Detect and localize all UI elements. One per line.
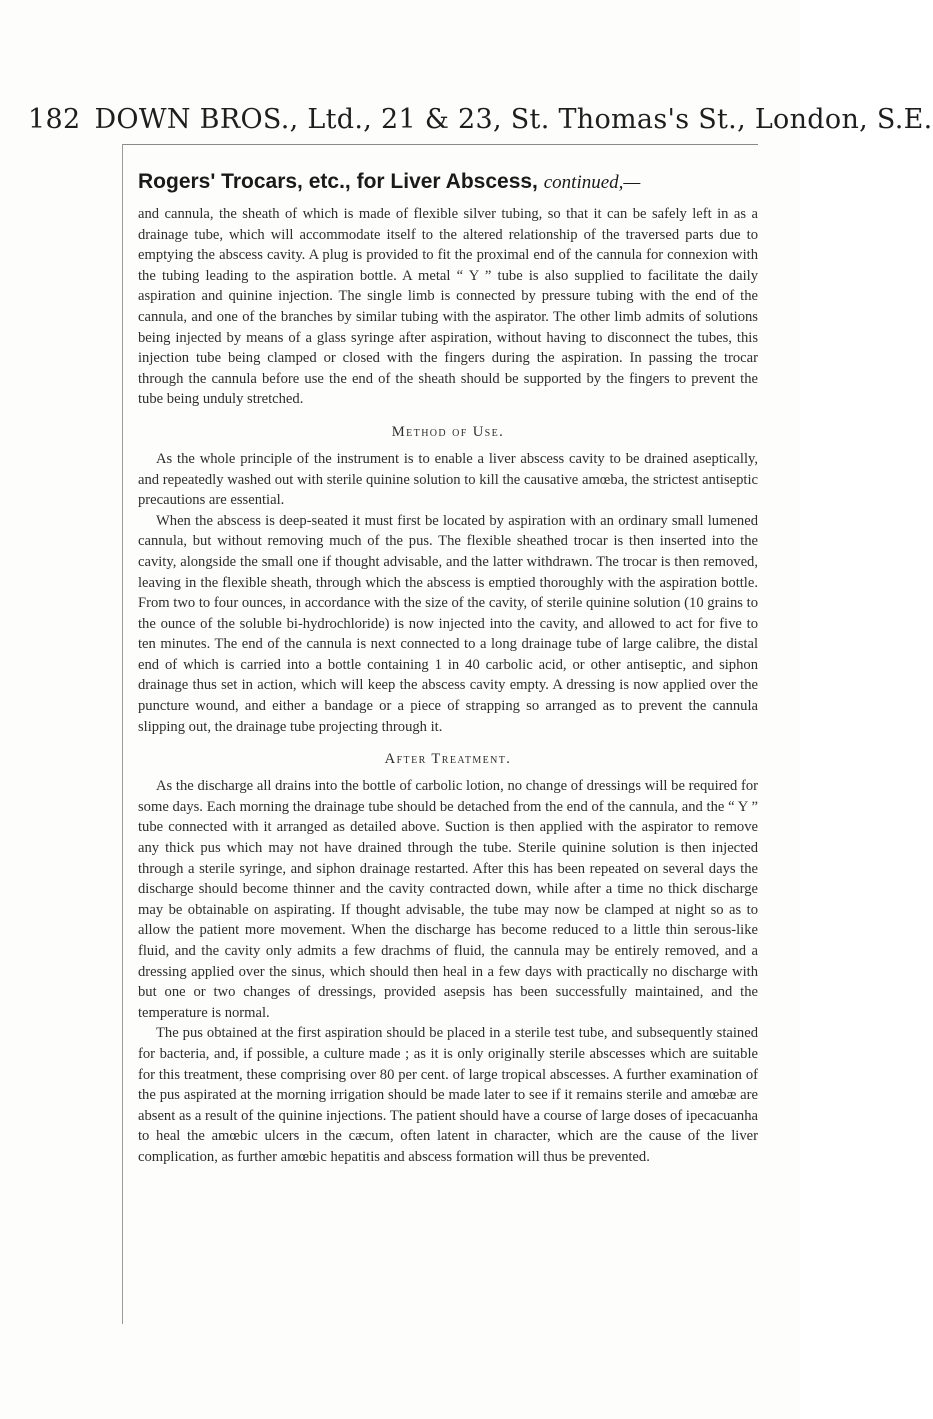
running-head (28, 104, 933, 135)
section-heading-after-treatment: After Treatment. (384, 751, 512, 768)
running-head-text: DOWN BROS., Ltd., 21 & 23, St. Thomas's St., London, S.E. (94, 104, 933, 135)
article-title (138, 170, 758, 194)
after-treatment-paragraph-1: As the discharge all drains into the bottle of carbolic lotion, no change of dressings will be required for some days. Each morning the drainage tube should be detached from the end of the cannula, and the “ Y ” tube connected with it arranged as detailed above. Suction is then applied with the aspirator to remove any thick pus which may not have drained through the tube. Sterile quinine solution is then injected through a sterile syringe, and siphon drainage restarted. After this has been repeated on several days the discharge should become thinner and the cavity contracted down, while after a time no thick discharge may be obtainable on aspirating. If thought advisable, the tube may now be clamped at night so as to allow the patient more movement. When the discharge has become reduced to a little thin serous-like fluid, and the cavity only admits a few drachms of fluid, the cannula may be entirely removed, and a dressing applied over the sinus, which should then heal in a few days with practically no discharge with but one or two changes of dressings, provided asepsis has been successfully maintained, and the temperature is normal. (138, 778, 758, 1021)
after-treatment-paragraph-2: The pus obtained at the first aspiration should be placed in a sterile test tube, and subsequently stained for bacteria, and, if possible, a culture made ; as it is only originally sterile abscesses which are suitable for this treatment, these comprising over 80 per cent. of large tropical abscesses. A further examination of the pus aspirated at the morning irrigation should be made later to see if it remains sterile and amœbæ are absent as a result of the quinine injections. The patient should have a course of large doses of ipecacuanha to heal the amœbic ulcers in the cæcum, often latent in character, which are the cause of the liver complication, as further amœbic hepatitis and abscess formation will thus be prevented. (138, 1025, 758, 1165)
article-title-text: Rogers' Trocars, etc., for Liver Abscess, (138, 170, 538, 193)
method-paragraph-1: As the whole principle of the instrument is to enable a liver abscess cavity to be drained aseptically, and repeatedly washed out with sterile quinine solution to kill the causative amœba, the strictest antiseptic precautions are essential. (138, 450, 758, 509)
page-number: 182 (28, 104, 81, 135)
method-paragraph-2: When the abscess is deep-seated it must first be located by aspiration with an ordinary small lumened cannula, but without removing much of the pus. The flexible sheathed trocar is then inserted into the cavity, alongside the small one if thought advisable, and the latter withdrawn. The trocar is then removed, leaving in the flexible sheath, through which the abscess is emptied thoroughly with the aspiration bottle. From two to four ounces, in accordance with the size of the cavity, of sterile quinine solution (10 grains to the ounce of the soluble bi-hydrochloride) is now injected into the cavity, and allowed to act for five to ten minutes. The end of the cannula is next connected to a long drainage tube of large calibre, the distal end of which is carried into a bottle containing 1 in 40 carbolic acid, or other antiseptic, and siphon drainage thus set in action, which will keep the abscess cavity empty. A dressing is now applied over the puncture wound, and either a bandage or a piece of strapping so arranged as to prevent the cannula slipping out, the drainage tube projecting through it. (138, 512, 758, 735)
section-heading-method-of-use: Method of Use. (391, 423, 505, 440)
article-body (138, 170, 758, 1168)
margin-rule (122, 144, 123, 1324)
intro-paragraph: and cannula, the sheath of which is made of flexible silver tubing, so that it can be safely left in as a drainage tube, which will accommodate itself to the altered relationship of the traversed parts due to emptying the abscess cavity. A plug is provided to fit the proximal end of the cannula for connexion with the tubing leading to the aspiration bottle. A metal “ Y ” tube is also supplied to facilitate the daily aspiration and quinine injection. The single limb is connected by pressure tubing with the end of the cannula, and one of the branches by similar tubing with the aspirator. The other limb admits of solutions being injected by means of a glass syringe after aspiration, without having to disconnect the tubes, this injection tube being clamped or closed with the fingers during the aspiration. In passing the trocar through the cannula before use the end of the sheath should be supported by the fingers to prevent the tube being unduly stretched. (138, 206, 758, 408)
header-rule (122, 144, 758, 145)
article-title-continued: continued,— (543, 172, 641, 193)
